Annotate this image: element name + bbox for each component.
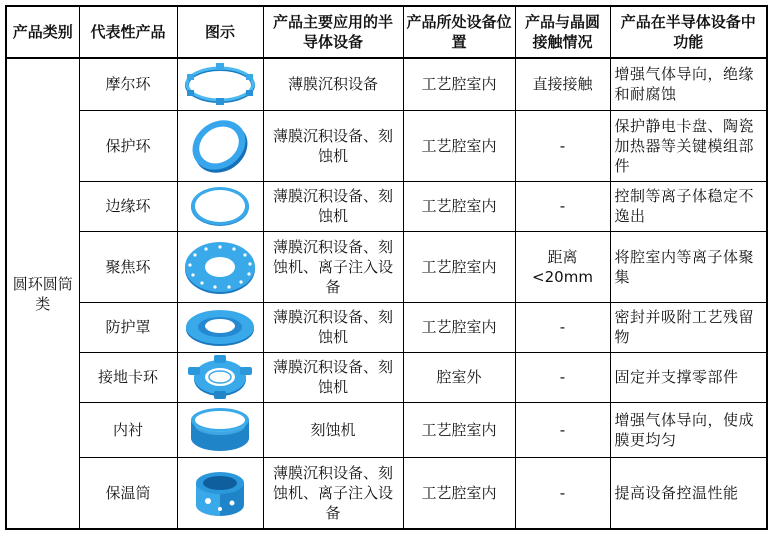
position-cell: 工艺腔室内: [403, 181, 515, 231]
product-image-cell: [177, 110, 263, 181]
equipment-cell: 薄膜沉积设备、刻蚀机: [263, 302, 403, 352]
insulation-cylinder-icon: [188, 461, 252, 525]
equipment-cell: 薄膜沉积设备、刻蚀机: [263, 181, 403, 231]
equipment-cell: 薄膜沉积设备、刻蚀机、离子注入设备: [263, 457, 403, 529]
table-row: [6, 110, 767, 181]
contact-cell: -: [515, 457, 610, 529]
contact-cell: -: [515, 110, 610, 181]
table-row: [6, 457, 767, 529]
shield-ring-icon: [180, 304, 260, 350]
function-cell: 增强气体导向，绝缘和耐腐蚀: [610, 58, 767, 110]
table-row: [6, 58, 767, 110]
contact-cell: -: [515, 302, 610, 352]
equipment-cell: 薄膜沉积设备、刻蚀机: [263, 110, 403, 181]
product-cell: 保温筒: [79, 457, 177, 529]
position-cell: 工艺腔室内: [403, 302, 515, 352]
focus-ring-icon: [181, 236, 259, 298]
header-category: 产品类别: [6, 6, 79, 58]
function-cell: 保护静电卡盘、陶瓷加热器等关键模组部件: [610, 110, 767, 181]
equipment-cell: 薄膜沉积设备、刻蚀机、离子注入设备: [263, 231, 403, 302]
contact-cell: -: [515, 352, 610, 402]
position-cell: 工艺腔室内: [403, 231, 515, 302]
position-cell: 工艺腔室内: [403, 402, 515, 457]
product-image-cell: [177, 231, 263, 302]
equipment-cell: 薄膜沉积设备: [263, 58, 403, 110]
category-label: 圆环圆筒类: [12, 274, 73, 313]
equipment-cell: 薄膜沉积设备、刻蚀机: [263, 352, 403, 402]
product-cell: 防护罩: [79, 302, 177, 352]
header-row: [6, 6, 767, 58]
product-cell: 摩尔环: [79, 58, 177, 110]
function-cell: 控制等离子体稳定不逸出: [610, 181, 767, 231]
table-row: [6, 302, 767, 352]
table-row: [6, 402, 767, 457]
product-cell: 边缘环: [79, 181, 177, 231]
product-image-cell: [177, 58, 263, 110]
function-cell: 将腔室内等离子体聚集: [610, 231, 767, 302]
function-cell: 增强气体导向，使成膜更均匀: [610, 402, 767, 457]
table-row: [6, 181, 767, 231]
position-cell: 工艺腔室内: [403, 457, 515, 529]
contact-cell: 距离<20mm: [515, 231, 610, 302]
header-contact: 产品与晶圆接触情况: [515, 6, 610, 58]
header-image: 图示: [177, 6, 263, 58]
ring-icon: [185, 114, 255, 178]
function-cell: 固定并支撑零部件: [610, 352, 767, 402]
product-cell: 聚焦环: [79, 231, 177, 302]
header-equipment: 产品主要应用的半导体设备: [263, 6, 403, 58]
product-cell: 接地卡环: [79, 352, 177, 402]
position-cell: 工艺腔室内: [403, 58, 515, 110]
contact-cell: 直接接触: [515, 58, 610, 110]
contact-cell: -: [515, 402, 610, 457]
product-table: [5, 5, 768, 530]
function-cell: 提高设备控温性能: [610, 457, 767, 529]
product-cell: 内衬: [79, 402, 177, 457]
category-cell: [6, 58, 79, 529]
equipment-cell: 刻蚀机: [263, 402, 403, 457]
edge-ring-icon: [185, 183, 255, 229]
table-row: [6, 352, 767, 402]
header-function: 产品在半导体设备中功能: [610, 6, 767, 58]
liner-icon: [183, 404, 257, 456]
product-image-cell: [177, 352, 263, 402]
product-cell: 保护环: [79, 110, 177, 181]
table-row: [6, 231, 767, 302]
contact-cell: -: [515, 181, 610, 231]
header-position: 产品所处设备位置: [403, 6, 515, 58]
product-image-cell: [177, 181, 263, 231]
ground-clamp-ring-icon: [184, 353, 256, 401]
header-product: 代表性产品: [79, 6, 177, 58]
product-image-cell: [177, 457, 263, 529]
function-cell: 密封并吸附工艺残留物: [610, 302, 767, 352]
product-image-cell: [177, 402, 263, 457]
position-cell: 腔室外: [403, 352, 515, 402]
position-cell: 工艺腔室内: [403, 110, 515, 181]
product-image-cell: [177, 302, 263, 352]
thin-ring-tabs-icon: [181, 60, 259, 108]
